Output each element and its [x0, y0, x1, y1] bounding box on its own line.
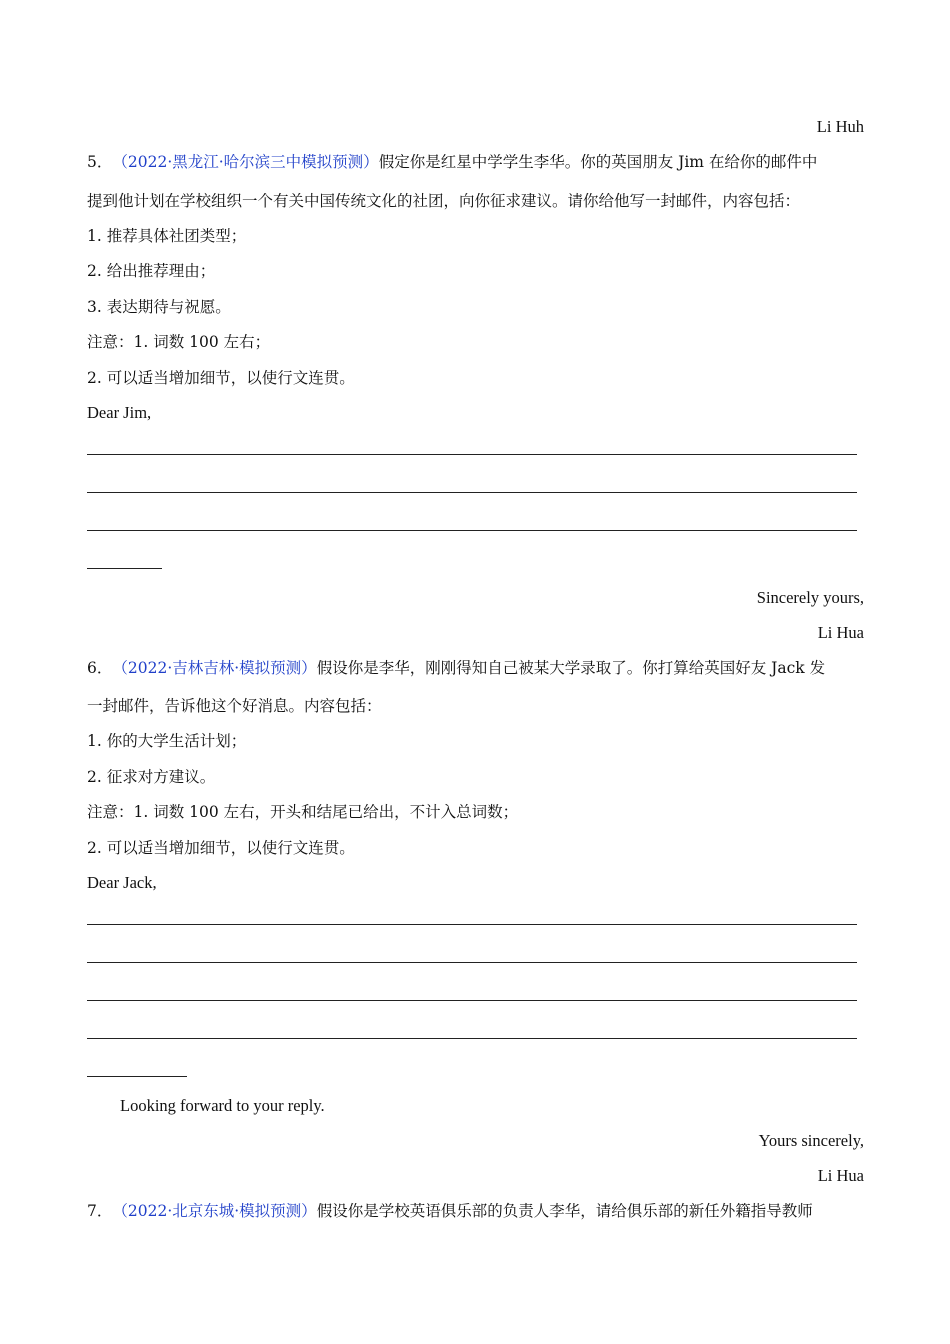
q6-answer-line-short[interactable] — [87, 1076, 187, 1077]
q5-answer-line[interactable] — [87, 530, 857, 531]
q5-note-2: 2. 可以适当增加细节，以使行文连贯。 — [87, 369, 355, 387]
q5-point-2: 2. 给出推荐理由； — [87, 262, 216, 280]
q7-prompt-text1: 假设你是学校英语俱乐部的负责人李华，请给俱乐部的新任外籍指导教师 — [316, 1202, 813, 1220]
q6-answer-line[interactable] — [87, 962, 857, 963]
q6-prompt-line1 — [87, 658, 825, 678]
q5-source[interactable]: （2022·黑龙江·哈尔滨三中模拟预测） — [112, 153, 379, 171]
q7-prompt-line1 — [87, 1201, 813, 1221]
q6-answer-line[interactable] — [87, 924, 857, 925]
q5-point-3: 3. 表达期待与祝愿。 — [87, 298, 231, 316]
q6-answer-line[interactable] — [87, 1000, 857, 1001]
q5-name: Li Hua — [817, 623, 864, 642]
q5-note-1: 注意：1. 词数 100 左右； — [87, 333, 271, 351]
q6-closing: Yours sincerely, — [758, 1131, 864, 1150]
q7-source[interactable]: （2022·北京东城·模拟预测） — [112, 1202, 317, 1220]
q6-prompt-line2: 一封邮件，告诉他这个好消息。内容包括： — [87, 697, 382, 715]
q5-prompt-text1: 假定你是红星中学学生李华。你的英国朋友 Jim 在给你的邮件中 — [378, 153, 818, 171]
q6-source[interactable]: （2022·吉林吉林·模拟预测） — [112, 659, 317, 677]
q6-note-1: 注意：1. 词数 100 左右，开头和结尾已给出，不计入总词数； — [87, 803, 519, 821]
q5-prompt-line2: 提到他计划在学校组织一个有关中国传统文化的社团，向你征求建议。请你给他写一封邮件，内容包括： — [87, 192, 801, 210]
q5-number: 5． — [87, 153, 113, 171]
q5-answer-line[interactable] — [87, 454, 857, 455]
q5-greeting: Dear Jim, — [87, 403, 152, 422]
q5-closing: Sincerely yours, — [756, 588, 864, 607]
q6-prompt-text1: 假设你是李华，刚刚得知自己被某大学录取了。你打算给英国好友 Jack 发 — [316, 659, 826, 677]
q6-point-2: 2. 征求对方建议。 — [87, 768, 216, 786]
q6-note-2: 2. 可以适当增加细节，以使行文连贯。 — [87, 839, 355, 857]
q6-point-1: 1. 你的大学生活计划； — [87, 732, 247, 750]
q7-number: 7． — [87, 1202, 113, 1220]
q5-prompt-line1 — [87, 152, 817, 172]
q5-answer-line-short[interactable] — [87, 568, 162, 569]
q6-answer-line[interactable] — [87, 1038, 857, 1039]
previous-question-signature: Li Huh — [816, 117, 864, 136]
q5-answer-line[interactable] — [87, 492, 857, 493]
q6-looking-forward: Looking forward to your reply. — [120, 1096, 325, 1115]
q6-greeting: Dear Jack, — [87, 873, 157, 892]
q6-name: Li Hua — [817, 1166, 864, 1185]
q5-point-1: 1. 推荐具体社团类型； — [87, 227, 247, 245]
q6-number: 6． — [87, 659, 113, 677]
